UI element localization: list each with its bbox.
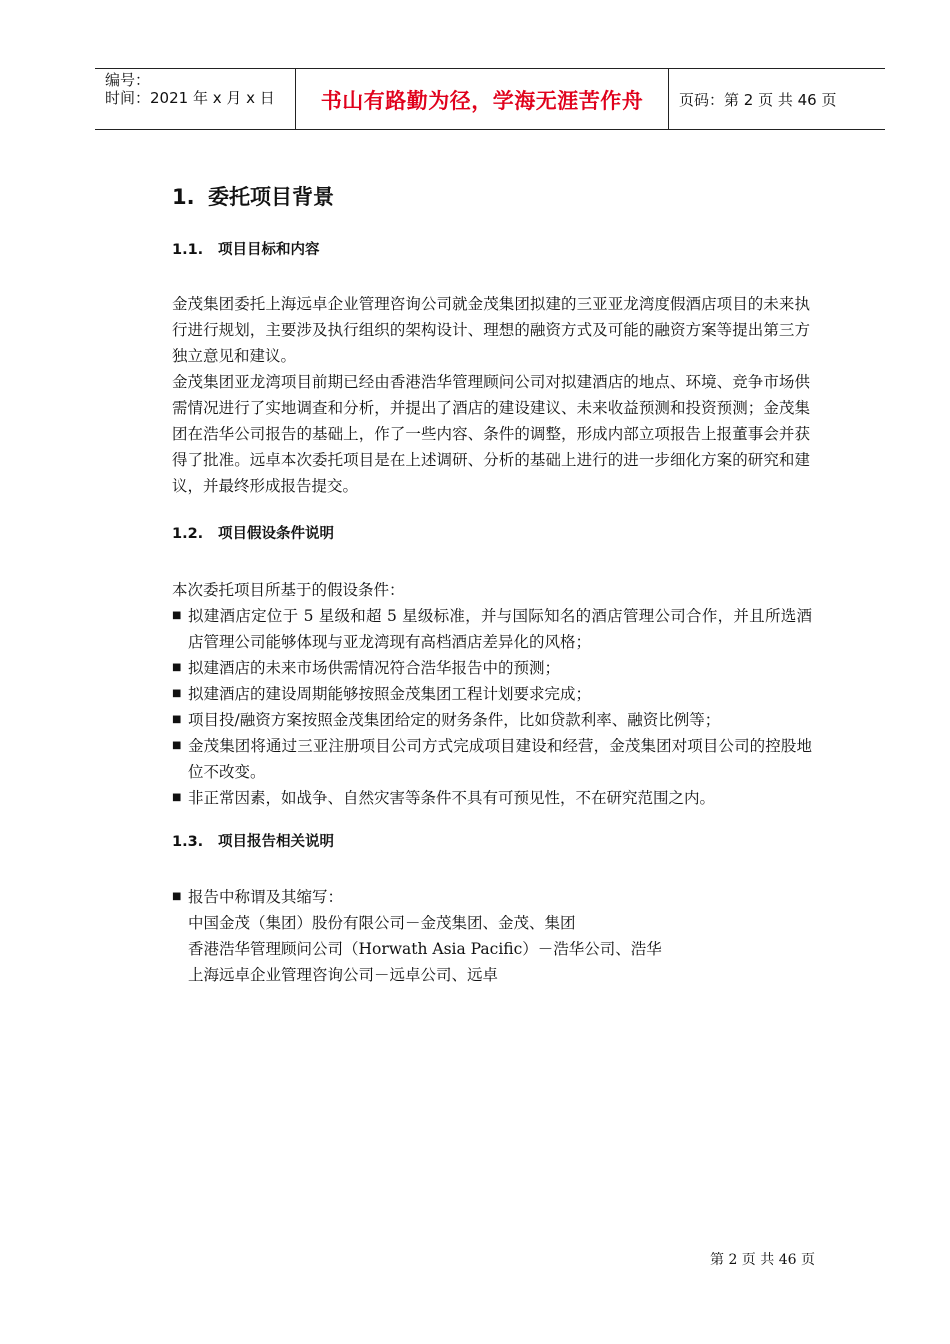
page-info: 页码：第 2 页 共 46 页 — [679, 91, 837, 109]
term-line: 中国金茂（集团）股份有限公司－金茂集团、金茂、集团 — [188, 914, 576, 932]
section-1-2-intro: 本次委托项目所基于的假设条件： — [172, 581, 405, 599]
list-item-text: 非正常因素，如战争、自然灾害等条件不具有可预见性，不在研究范围之内。 — [188, 789, 716, 807]
section-1-3-number: 1.3. — [172, 834, 204, 850]
square-bullet-icon: ■ — [172, 610, 182, 621]
terms-list — [172, 884, 812, 988]
assumption-list — [172, 603, 812, 811]
section-1-heading — [172, 181, 334, 211]
list-item-text: 金茂集团将通过三亚注册项目公司方式完成项目建设和经营，金茂集团对项目公司的控股地位不改变。 — [188, 737, 812, 781]
page-footer: 第 2 页 共 46 页 — [710, 1252, 815, 1268]
section-1-3-heading — [172, 830, 334, 851]
term-line: 上海远卓企业管理咨询公司－远卓公司、远卓 — [188, 966, 499, 984]
section-1-2-number: 1.2. — [172, 526, 204, 542]
header-meta-cell — [95, 69, 296, 129]
square-bullet-icon: ■ — [172, 740, 182, 751]
section-1-1-number: 1.1. — [172, 242, 204, 258]
section-1-number: 1. — [172, 185, 195, 209]
list-item-text: 项目投/融资方案按照金茂集团给定的财务条件，比如贷款利率、融资比例等； — [188, 711, 721, 729]
section-1-2-heading — [172, 522, 334, 543]
term-line: 香港浩华管理顾问公司（Horwath Asia Pacific）－浩华公司、浩华 — [188, 940, 662, 958]
list-item — [172, 681, 812, 707]
section-1-1-paragraph-1: 金茂集团委托上海远卓企业管理咨询公司就金茂集团拟建的三亚亚龙湾度假酒店项目的未来执行进行规划，主要涉及执行组织的架构设计、理想的融资方式及可能的融资方案等提出第三方独立意见和建议。 — [172, 295, 810, 365]
square-bullet-icon: ■ — [172, 688, 182, 699]
terms-label: 报告中称谓及其缩写： — [188, 888, 344, 906]
square-bullet-icon: ■ — [172, 792, 182, 803]
section-1-1-title: 项目目标和内容 — [218, 242, 320, 258]
square-bullet-icon: ■ — [172, 662, 182, 673]
header-motto-cell — [296, 69, 669, 129]
list-item-text: 拟建酒店的建设周期能够按照金茂集团工程计划要求完成； — [188, 685, 592, 703]
list-item-text: 拟建酒店的未来市场供需情况符合浩华报告中的预测； — [188, 659, 561, 677]
list-item-text: 拟建酒店定位于 5 星级和超 5 星级标准，并与国际知名的酒店管理公司合作，并且所选酒店管理公司能够体现与亚龙湾现有高档酒店差异化的风格； — [188, 607, 812, 651]
motto: 书山有路勤为径，学海无涯苦作舟 — [320, 89, 644, 113]
square-bullet-icon: ■ — [172, 891, 182, 902]
list-item — [172, 707, 812, 733]
section-1-1-heading — [172, 238, 320, 259]
header-page-cell — [669, 69, 885, 129]
list-item — [172, 884, 812, 988]
list-item — [172, 785, 812, 811]
list-item — [172, 733, 812, 785]
section-1-2-title: 项目假设条件说明 — [218, 526, 334, 542]
section-1-1-paragraph-2: 金茂集团亚龙湾项目前期已经由香港浩华管理顾问公司对拟建酒店的地点、环境、竞争市场供需情况进行了实地调查和分析，并提出了酒店的建设建议、未来收益预测和投资预测；金茂集团在浩华公司报告的基础上，作了一些内容、条件的调整，形成内部立项报告上报董事会并获得了批准。远卓本次委托项目是在上述调研、分析的基础上进行的进一步细化方案的研究和建议，并最终形成报告提交。 — [172, 373, 810, 495]
list-item — [172, 603, 812, 655]
section-1-3-title: 项目报告相关说明 — [218, 834, 334, 850]
page-header — [95, 68, 885, 130]
serial-label: 编号： — [105, 71, 151, 89]
square-bullet-icon: ■ — [172, 714, 182, 725]
time-label: 时间：2021 年 x 月 x 日 — [105, 89, 275, 107]
list-item — [172, 655, 812, 681]
section-1-title: 委托项目背景 — [208, 185, 334, 209]
